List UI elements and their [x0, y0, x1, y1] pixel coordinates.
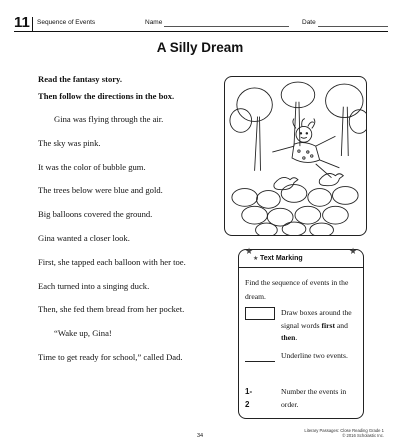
footer-source	[304, 428, 384, 438]
page-title: A Silly Dream	[156, 40, 244, 55]
page-header	[14, 15, 388, 31]
star-icon: ★	[245, 246, 254, 256]
story-line: Gina was flying through the air.	[54, 114, 164, 124]
story-line: It was the color of bubble gum.	[38, 161, 146, 172]
story-line: The trees below were blue and gold.	[38, 185, 163, 196]
directions-line: Then follow the directions in the box.	[38, 91, 175, 101]
box-symbol	[245, 307, 275, 320]
star-icon: ★	[349, 246, 358, 256]
story-text	[38, 114, 186, 376]
page-number: 11	[14, 14, 30, 31]
header-divider	[32, 17, 33, 31]
signal-word-first: first	[321, 320, 336, 330]
directions-line: Read the fantasy story.	[38, 74, 123, 84]
underline-instruction-text: Underline two events.	[281, 351, 348, 360]
date-label: Date	[302, 19, 316, 26]
text-marking-box	[238, 246, 364, 419]
directions	[38, 71, 174, 105]
signal-word-then: then	[281, 333, 296, 342]
story-line: “Wake up, Gina!	[54, 328, 112, 339]
name-label: Name	[145, 19, 163, 26]
story-line: Gina wanted a closer look.	[38, 232, 130, 243]
date-field[interactable]	[318, 26, 388, 27]
underline-symbol	[245, 361, 275, 362]
star-icon: ★	[253, 256, 259, 262]
story-line: First, she tapped each balloon with her toe.	[38, 256, 186, 267]
story-line: Time to get ready for school,” called Dad.	[38, 351, 183, 362]
story-line: The sky was pink.	[38, 137, 101, 148]
story-illustration	[224, 76, 367, 236]
box-instruction-text: Draw boxes around the signal words	[281, 308, 352, 330]
number-symbol: 1-2	[245, 387, 253, 409]
footer-source-line: © 2016 Scholastic Inc.	[342, 433, 384, 438]
topic-label: Sequence of Events	[37, 19, 96, 26]
header-rule	[14, 31, 388, 32]
story-line: Big balloons covered the ground.	[38, 209, 153, 220]
footer-source-line: Literary Passages: Close Reading Grade 1	[304, 428, 384, 433]
period: .	[295, 333, 298, 342]
flying-girl-illustration	[225, 77, 366, 235]
story-line: Then, she fed them bread from her pocket.	[38, 304, 185, 315]
text-marking-intro: Find the sequence of events in the dream.	[245, 278, 349, 301]
text-marking-header	[239, 246, 363, 268]
footer-page-number: 34	[196, 433, 204, 439]
text-marking-title: Text Marking	[260, 255, 303, 262]
connector-word: and	[336, 320, 348, 330]
story-line: Each turned into a singing duck.	[38, 280, 150, 291]
name-field[interactable]	[164, 26, 289, 27]
number-instruction-text: Number the events in order.	[281, 387, 347, 409]
